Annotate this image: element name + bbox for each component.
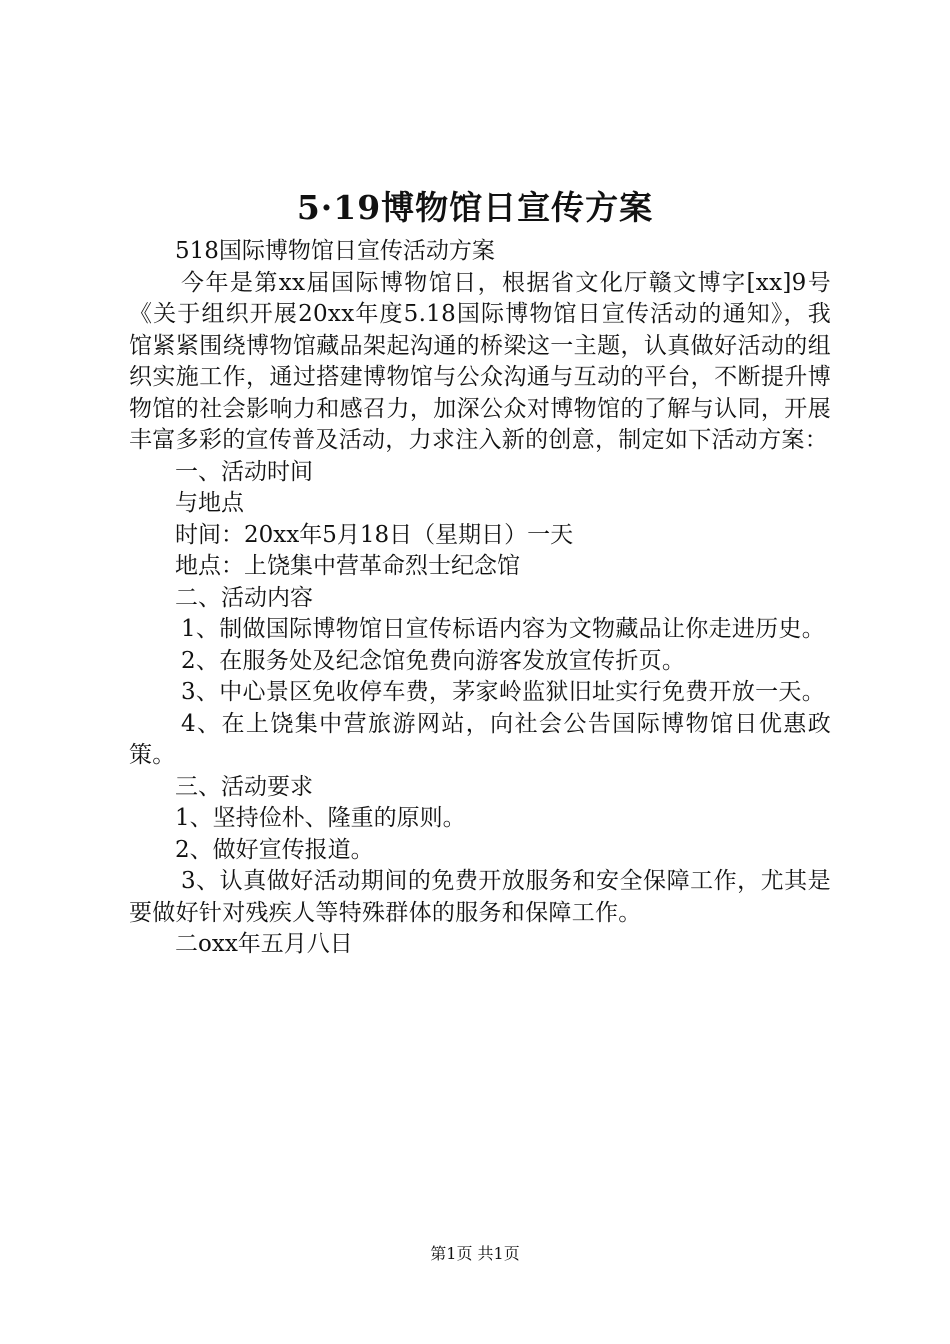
content-item-4: 4、在上饶集中营旅游网站，向社会公告国际博物馆日优惠政策。 [129,710,831,768]
time-line: 时间：20xx年5月18日（星期日）一天 [175,521,574,548]
requirement-item-1: 1、坚持俭朴、隆重的原则。 [175,805,466,831]
requirement-item-3: 3、认真做好活动期间的免费开放服务和安全保障工作，尤其是要做好针对残疾人等特殊群体的服务和保障工作。 [129,868,831,926]
subtitle-paragraph: 518国际博物馆日宣传活动方案 [175,238,495,264]
page-footer: 第1页 共1页 [430,1244,520,1263]
document-body [129,236,831,961]
place-line: 地点：上饶集中营革命烈士纪念馆 [175,553,520,579]
section-heading-requirements: 三、活动要求 [175,773,313,800]
document-title: 5·19博物馆日宣传方案 [296,188,654,227]
document-date: 二oxx年五月八日 [175,931,353,957]
content-item-2: 2、在服务处及纪念馆免费向游客发放宣传折页。 [181,647,686,674]
section-heading-time: 一、活动时间 [175,458,313,485]
section-heading-content: 二、活动内容 [175,584,313,611]
content-item-3: 3、中心景区免收停车费，茅家岭监狱旧址实行免费开放一天。 [181,679,826,705]
content-item-1: 1、制做国际博物馆日宣传标语内容为文物藏品让你走进历史。 [181,616,826,642]
intro-paragraph: 今年是第xx届国际博物馆日，根据省文化厅赣文博字[xx]9号《关于组织开展20xx年度5.18国际博物馆日宣传活动的通知》，我馆紧紧围绕博物馆藏品架起沟通的桥梁这一主题，认真做好活动的组织实施工作，通过搭建博物馆与公众沟通与互动的平台，不断提升博物馆的社会影响力和感召力，加深公众对博物馆的了解与认同，开展丰富多彩的宣传普及活动，力求注入新的创意，制定如下活动方案： [129,269,831,453]
requirement-item-2: 2、做好宣传报道。 [175,836,374,863]
section-heading-place: 与地点 [175,490,244,516]
